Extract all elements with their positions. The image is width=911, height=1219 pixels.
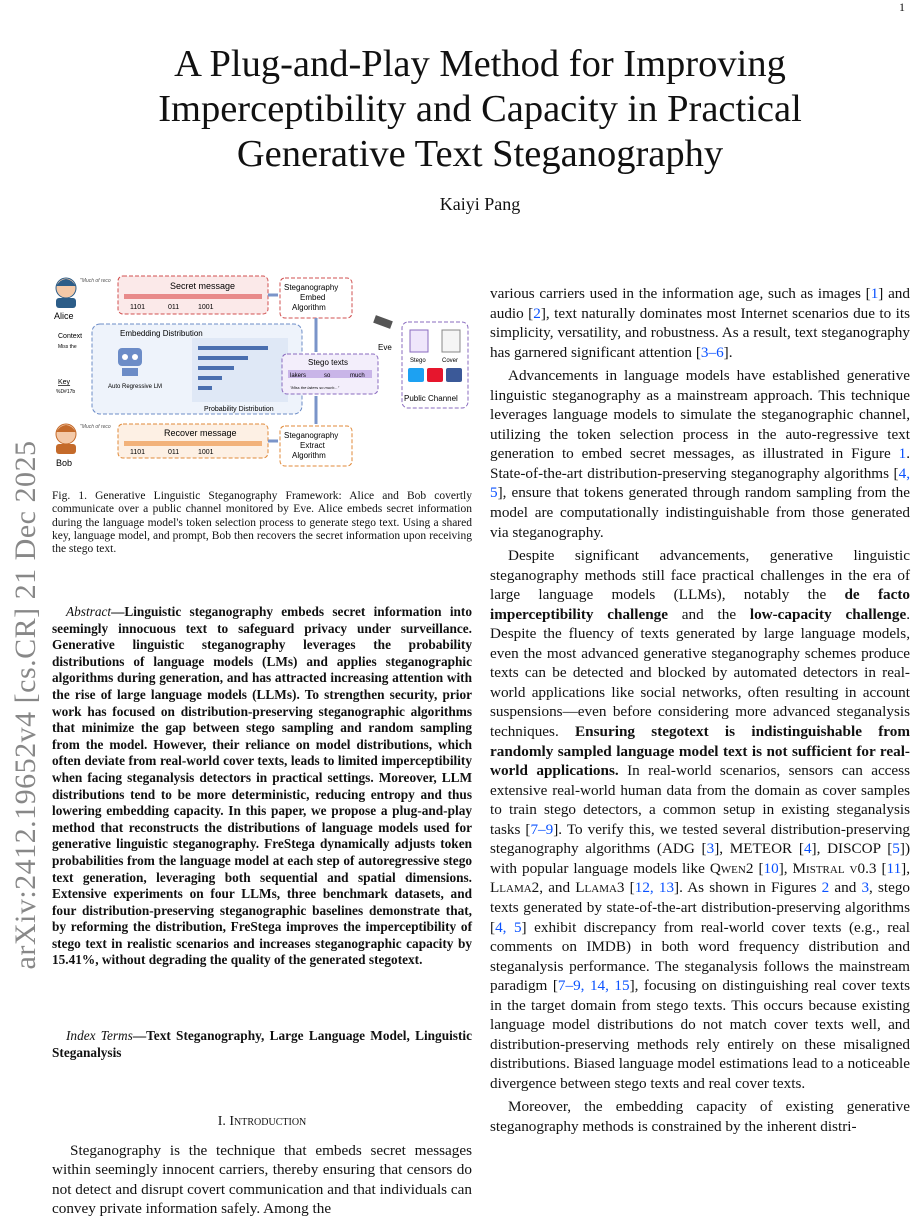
citation-link[interactable]: [ 4, 5 ] [490,465,910,502]
citation-link[interactable]: [ 5 ] [887,840,905,857]
camera-icon [373,315,393,329]
prob-bar [198,376,222,380]
key-label: Key [58,379,71,386]
stego-quote: "Miss the lakers so much..." [290,385,340,390]
paragraph: various carriers used in the information age, such as images [ 1 ] and audio [ 2 ] , text naturally dominates most Internet scenarios due to its simplicity, versatility, and robustness. As a result, text steganography has garnered significant attention [ 3–6 ] . [490,284,910,362]
paragraph: Despite significant advancements, generative linguistic steganography methods still face practical challenges in the era of large language models (LLMs), notably the de facto imperceptibility challenge and the low-capacity challenge. Despite the fluency of texts generated by large language models, even the most advanced generative steganography schemes produce texts can be detected and blocked by automated detectors in real-world applications like social networks, often resulting in account suspensions—even before considering more advanced steganalysis techniques. Ensuring stegotext is indistinguishable from randomly sampled language model text is not sufficient for real-world applications. In real-world scenarios, sensors can access extensive real-world human data from the domain as cover samples to train stego detectors, a common setup in existing steganalysis tasks [ 7–9 ] . To verify this, we tested several distribution-preserving steganography algorithms (ADG [ 3 ] , METEOR [ 4 ] , DISCOP [ 5 ] ) with popular language models like Qwen2 [ 10 ] , Mistral v0.3 [ 11 ] , Llama2, and Llama3 [ 12, 13 ] . As shown in Figures 2 and 3, stego texts generated by state-of-the-art distribution-preserving algorithms [ 4, 5 ] exhibit discrepancy from real-world cover texts (e.g., real comments on IMDB) in both word frequency distribution and steganalysis performance. The steganalysis follows the mainstream paradigm [ 7–9, 14, 15 ] , focusing on distinguishing real cover texts in the target domain from stego texts. This occurs because existing language model distributions do not match cover texts well, and distribution-preserving methods rely entirely on these misaligned distributions. Biased language model estimations lead to a noticeable divergence between stego texts and real cover texts. [490,546,910,1093]
bob-avatar-icon [56,424,76,454]
bit-chunk: 011 [168,304,180,311]
figure-caption: Fig. 1. Generative Linguistic Steganography Framework: Alice and Bob covertly communicate over a public channel monitored by Eve. Alice embeds secret information during the language model's token selection process to generate stego text. Using a shared key, language model, and prompt, Bob then recovers the secret information upon receiving the stego text. [52,490,472,556]
public-channel-label: Public Channel [404,394,458,403]
citation-link[interactable]: [ 2 ] [528,305,546,322]
citation-link[interactable]: [ 1 ] [866,285,884,302]
prob-bar [198,346,268,350]
probability-distribution-label: Probability Distribution [204,406,274,413]
stego-doc-icon [410,330,428,352]
stego-token: much [350,373,365,379]
title-line: A Plug-and-Play Method for Improving [174,43,786,85]
alice-quote: "Much of reco [80,278,111,284]
figure-link[interactable]: 2 [821,879,830,897]
bit-chunk: 1001 [198,449,214,456]
embed-algo-line: Embed [300,293,326,302]
abstract-text: —Linguistic steganography embeds secret information into seemingly innocuous text to safeguard privacy under surveillance. Generative linguistic steganography leverages the probability distributions of language models (LMs) and applies steganographic algorithms during generation, and has attracted increasing attention with the rise of large language models (LLMs). To strengthen security, prior work has focused on distribution-preserving steganographic algorithms that minimize the gap between stego sampling and random sampling from the model. However, their reliance on model distributions, which often deviate from real-world cover texts, leads to limited imperceptibility when facing steganalysis detectors in practical settings. Moreover, LLM distributions tend to be more deterministic, reducing entropy and thus lowering embedding capacity. In this paper, we propose a plug-and-play method that reconstructs the distributions of language models used for generative linguistic steganography. FreStega dynamically adjusts token probabilities from the language model at each step of autoregressive stego text generation, leveraging both sequential and spatial dimensions. Extensive experiments on four LLMs, three benchmark datasets, and four distribution-preserving steganographic baselines demonstrate that, by reforming the distribution, FreStega improves the imperceptibility of stego text in realistic scenarios and increases steganographic capacity by 15.41%, without degrading the quality of the generated stegotext. [52,604,472,968]
citation-link[interactable]: [ 12, 13 ] [630,879,679,896]
facebook-icon [446,368,462,382]
cover-doc-icon [442,330,460,352]
twitter-icon [408,368,424,382]
secret-message-label: Secret message [170,281,236,291]
stego-texts-label: Stego texts [308,358,349,367]
extract-algo-line: Extract [300,441,325,450]
abstract [52,604,472,969]
stego-token: so [324,373,331,379]
paragraph: Moreover, the embedding capacity of existing generative steganography methods is constrained by the inherent distri- [490,1098,910,1135]
cover-icon-label: Cover [442,358,459,364]
embed-algo-line: Steganography [284,283,339,292]
intro-text [52,1141,472,1219]
paper-title [60,42,900,177]
citation-link[interactable]: [ 3 ] [702,840,720,857]
arxiv-id: arXiv:2412.19652v4 [cs.CR] 21 Dec 2025 [9,440,42,970]
weibo-icon [427,368,443,382]
context-snippet: Miss the [58,344,77,350]
bit-chunk: 1101 [130,304,146,311]
extract-algo-line: Steganography [284,431,339,440]
citation-link[interactable]: [ 11 ] [881,860,906,877]
alice-avatar-icon [56,278,76,308]
citation-link[interactable]: [ 7–9 ] [525,821,558,838]
author: Kaiyi Pang [439,194,521,214]
figure-1 [52,266,472,476]
title-line: Imperceptibility and Capacity in Practical [158,88,802,130]
page-number: 1 [899,0,905,14]
citation-link[interactable]: [ 10 ] [758,860,783,877]
recover-message-label: Recover message [164,428,237,438]
prob-bar [198,386,212,390]
index-terms [52,1028,472,1061]
context-label: Context [58,333,83,340]
citation-link[interactable]: [ 3–6 ] [696,344,729,361]
index-terms-text: —Text Steganography, Large Language Model, Linguistic Steganalysis [52,1028,472,1060]
embedding-distribution-label: Embedding Distribution [120,329,203,338]
bob-quote: "Much of reco [80,424,111,430]
alice-label: Alice [54,311,74,321]
intro-paragraph: Steganography is the technique that embeds secret messages within seemingly innocent carriers, thereby ensuring that censors do not detect and disrupt covert communication and that individuals can convey private information safely. Among the [52,1142,472,1218]
bob-label: Bob [56,458,73,468]
eve-label: Eve [378,343,392,352]
prob-bar [198,356,248,360]
bit-chunk: 1001 [198,304,214,311]
index-terms-label: Index Terms [66,1028,133,1043]
stego-token: lakers [290,373,307,379]
framework-diagram [52,266,472,476]
abstract-label: Abstract [66,604,112,619]
figure-link[interactable]: 3 [861,879,870,897]
stego-icon-label: Stego [410,358,426,364]
extract-algo-line: Algorithm [292,451,326,460]
figure-link[interactable]: 1 [898,445,907,463]
bit-bar [124,294,262,299]
embed-algo-line: Algorithm [292,303,326,312]
title-line: Generative Text Steganography [236,133,724,175]
prob-bar [198,366,234,370]
bit-bar [124,441,262,446]
section-number: I. [217,1114,226,1129]
bit-chunk: 011 [168,449,180,456]
section-heading [52,1114,472,1130]
citation-link[interactable]: [ 4 ] [799,840,817,857]
paragraph: Advancements in language models have established generative linguistic steganography as a mainstream approach. This technique leverages language models to simulate the steganographic channel, utilizing the token selection process in the auto-regressive text generation to embed secret messages, as illustrated in Figure 1. State-of-the-art distribution-preserving steganography algorithms [ 4, 5 ] , ensure that tokens generated through random sampling from the model are computationally indistinguishable from those generated via steganography. [490,366,910,542]
section-title: Introduction [229,1114,307,1129]
citation-link[interactable]: [ 7–9, 14, 15 ] [553,977,635,994]
key-value: %D#17b [56,389,76,395]
lm-label: Auto Regressive LM [108,384,163,390]
bit-chunk: 1101 [130,449,146,456]
citation-link[interactable]: [ 4, 5 ] [490,919,527,936]
right-column [490,284,910,1141]
